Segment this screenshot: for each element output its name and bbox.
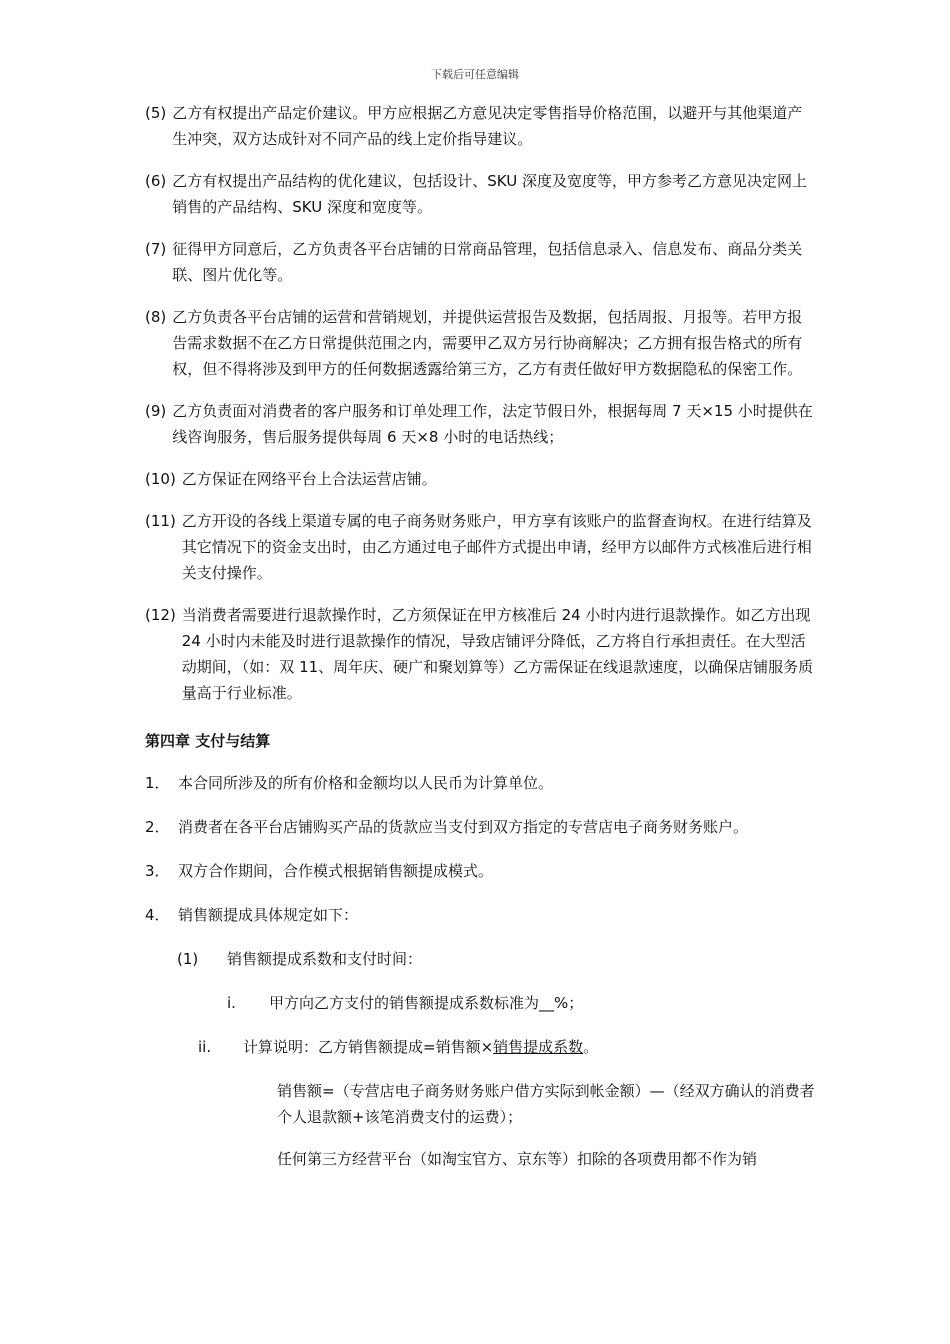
roman-text <box>243 1034 598 1060</box>
list-text: 本合同所涉及的所有价格和金额均以人民币为计算单位。 <box>178 774 554 792</box>
list-text: 双方合作期间，合作模式根据销售额提成模式。 <box>178 862 494 880</box>
list-number: 4． <box>145 906 170 924</box>
clause-item <box>145 304 815 382</box>
calc-prefix: 计算说明：乙方销售额提成=销售额× <box>243 1038 494 1056</box>
clause-item <box>145 508 815 586</box>
calc-underlined-term: 销售提成系数 <box>493 1038 584 1056</box>
clause-item <box>145 466 815 492</box>
list-text: 消费者在各平台店铺购买产品的货款应当支付到双方指定的专营店电子商务财务账户。 <box>178 818 749 836</box>
clause-item <box>145 100 815 152</box>
clause-text: 当消费者需要进行退款操作时，乙方须保证在甲方核准后 24 小时内进行退款操作。如乙方出现 24 小时内未能及时进行退款操作的情况，导致店铺评分降低，乙方将自行承担责任。在大型活动期间，（如：双 11、周年庆、硬广和聚划算等）乙方需保证在线退款速度，以确保店铺服务质量高于行业标准。 <box>181 606 814 702</box>
roman-item <box>198 1034 815 1060</box>
clause-number: (10) <box>145 470 176 488</box>
clause-number: (9) <box>145 402 167 420</box>
clause-number: (11) <box>145 512 176 530</box>
page-header: 下载后可任意编辑 <box>431 68 519 81</box>
clause-item <box>145 168 815 220</box>
roman-item <box>227 990 815 1016</box>
list-item <box>145 770 815 796</box>
clause-number: (5) <box>145 104 167 122</box>
roman-number: i. <box>227 994 236 1012</box>
clause-number: (8) <box>145 308 167 326</box>
clause-number: (7) <box>145 240 167 258</box>
clause-text: 乙方保证在网络平台上合法运营店铺。 <box>181 470 437 488</box>
roman-text: 甲方向乙方支付的销售额提成系数标准为__%； <box>269 994 584 1012</box>
calc-suffix: 。 <box>583 1038 599 1056</box>
sub-number: (1) <box>177 950 199 968</box>
clause-text: 乙方有权提出产品定价建议。甲方应根据乙方意见决定零售指导价格范围，以避开与其他渠道产生冲突，双方达成针对不同产品的线上定价指导建议。 <box>172 104 803 148</box>
clause-item <box>145 236 815 288</box>
clause-number: (6) <box>145 172 167 190</box>
document-body <box>145 100 815 1188</box>
sub-text: 销售额提成系数和支付时间： <box>227 950 423 968</box>
list-number: 2． <box>145 818 170 836</box>
clause-item <box>145 398 815 450</box>
sub-item <box>177 946 815 972</box>
list-text: 销售额提成具体规定如下： <box>178 906 359 924</box>
clause-text: 乙方负责各平台店铺的运营和营销规划，并提供运营报告及数据，包括周报、月报等。若甲方报告需求数据不在乙方日常提供范围之内，需要甲乙双方另行协商解决；乙方拥有报告格式的所有权，但不得将涉及到甲方的任何数据透露给第三方，乙方有责任做好甲方数据隐私的保密工作。 <box>172 308 803 378</box>
clause-text: 乙方有权提出产品结构的优化建议，包括设计、SKU 深度及宽度等，甲方参考乙方意见决定网上销售的产品结构、SKU 深度和宽度等。 <box>172 172 807 216</box>
list-number: 1． <box>145 774 170 792</box>
note-paragraph: 任何第三方经营平台（如淘宝官方、京东等）扣除的各项费用都不作为销 <box>277 1150 758 1168</box>
clause-text: 征得甲方同意后，乙方负责各平台店铺的日常商品管理，包括信息录入、信息发布、商品分类关联、图片优化等。 <box>172 240 803 284</box>
clause-text: 乙方开设的各线上渠道专属的电子商务财务账户，甲方享有该账户的监督查询权。在进行结算及其它情况下的资金支出时，由乙方通过电子邮件方式提出申请，经甲方以邮件方式核准后进行相关支付操作。 <box>181 512 812 582</box>
list-item <box>145 858 815 884</box>
clause-item <box>145 602 815 706</box>
clause-text: 乙方负责面对消费者的客户服务和订单处理工作，法定节假日外，根据每周 7 天×15 小时提供在线咨询服务，售后服务提供每周 6 天×8 小时的电话热线； <box>172 402 813 446</box>
roman-number: ii. <box>198 1038 212 1056</box>
chapter-heading: 第四章 支付与结算 <box>145 732 271 750</box>
formula-paragraph: 销售额=（专营店电子商务财务账户借方实际到帐金额）—（经双方确认的消费者个人退款额+该笔消费支付的运费）； <box>277 1082 815 1126</box>
list-item <box>145 902 815 928</box>
clause-number: (12) <box>145 606 176 624</box>
list-item <box>145 814 815 840</box>
list-number: 3． <box>145 862 170 880</box>
